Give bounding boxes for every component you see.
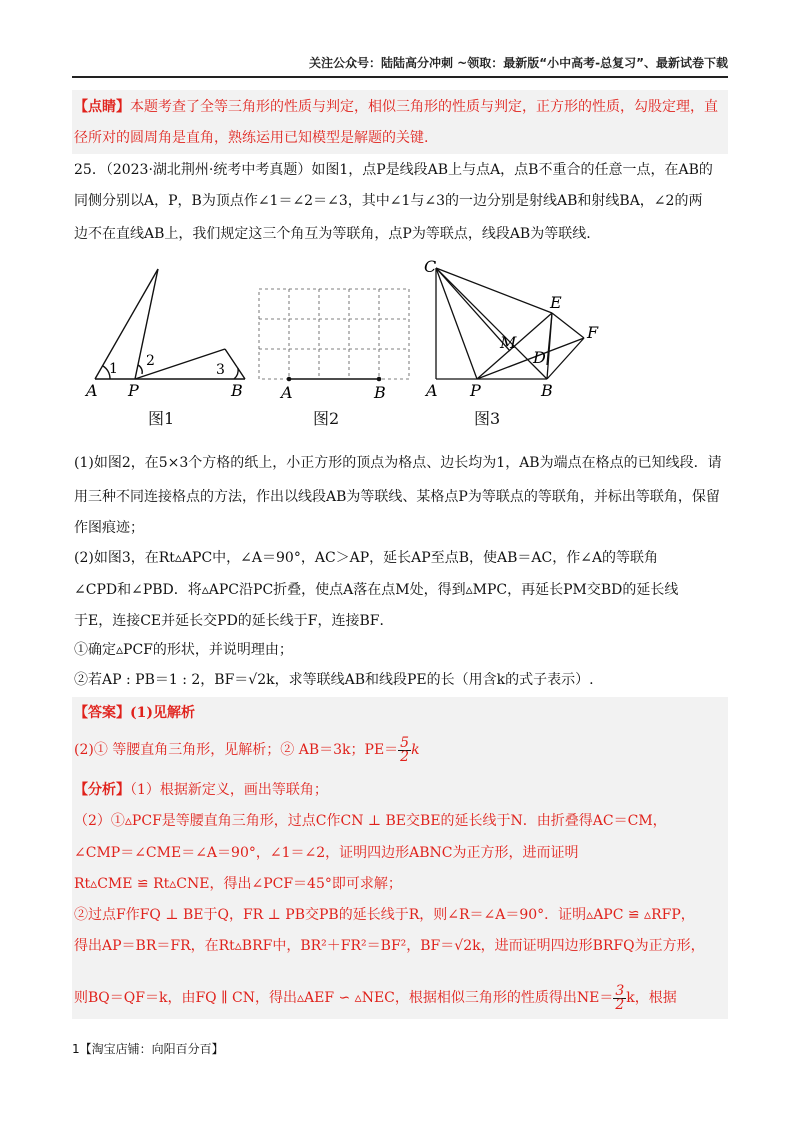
problem-line-3: 边不在直线AB上，我们规定这三个角互为等联角，点P为等联点，线段AB为等联线.: [74, 226, 591, 242]
answer-tag: 【答案】: [74, 705, 130, 721]
figure-1: [80, 262, 260, 402]
page-footer: 1【淘宝店铺：向阳百分百】: [72, 1042, 224, 1056]
fig1-label-3: 3: [216, 362, 225, 378]
analysis-fraction: $\frac{3}{2}$: [615, 982, 625, 1013]
question-2-sub-1: ①确定▵PCF的形状，并说明理由；: [74, 642, 293, 658]
figure-2: [256, 262, 426, 402]
fig3-label-D: D: [533, 348, 546, 367]
answer-line-1: 【答案】(1)见解析: [74, 705, 195, 721]
analysis-line-4: Rt▵CME ≌ Rt▵CNE，得出∠PCF＝45°即可求解；: [74, 876, 402, 892]
dianjing-line-1: 【点睛】本题考查了全等三角形的性质与判定，相似三角形的性质与判定，正方形的性质，勾股定理，直: [74, 99, 718, 115]
analysis-line-5: ②过点F作FQ ⊥ BE于Q，FR ⊥ PB交PB的延长线于R，则∠R＝∠A＝90°．证明▵APC ≌ ▵RFP，: [74, 907, 695, 923]
analysis-tag: 【分析】: [74, 782, 130, 798]
fig2-label-A: A: [281, 383, 293, 402]
answer-fraction: $\frac{5}{2}$: [400, 734, 410, 765]
fig3-label-A: A: [426, 381, 438, 398]
analysis-line-1: 【分析】（1）根据新定义，画出等联角；: [74, 782, 328, 798]
dianjing-line-2: 径所对的圆周角是直角，熟练运用已知模型是解题的关键.: [74, 130, 429, 146]
fig3-label-E: E: [550, 293, 562, 312]
fig1-label-P: P: [128, 381, 139, 400]
figures: [80, 258, 640, 432]
question-2-line-3: 于E，连接CE并延长交PD的延长线于F，连接BF．: [74, 613, 394, 629]
question-2-line-2: ∠CPD和∠PBD．将▵APC沿PC折叠，使点A落在点M处，得到▵MPC，再延长PM交BD的延长线: [74, 582, 679, 598]
question-2-line-1: (2)如图3，在Rt▵APC中，∠A＝90°，AC＞AP，延长AP至点B，使AB＝AC，作∠A的等联角: [74, 550, 659, 566]
header-text: 关注公众号：陆陆高分冲刺 ~领取：最新版“小中高考-总复习”、最新试卷下载: [309, 56, 728, 70]
fig1-label-B: B: [231, 381, 243, 400]
fig3-caption: 图3: [474, 409, 501, 428]
analysis-line-6: 得出AP＝BR＝FR，在Rt▵BRF中，BR²＋FR²＝BF²，BF＝√2k，进而证明四边形BRFQ为正方形，: [74, 938, 705, 954]
fig3-label-M: M: [500, 333, 517, 352]
fig3-label-F: F: [587, 323, 599, 342]
fig1-caption: 图1: [148, 409, 175, 428]
fig1-label-1: 1: [109, 361, 118, 377]
analysis-line-3: ∠CMP＝∠CME＝∠A＝90°，∠1＝∠2，证明四边形ABNC为正方形，进而证明: [74, 845, 579, 861]
question-1-line-1: (1)如图2，在5×3个方格的纸上，小正方形的顶点为格点、边长均为1，AB为端点在格点的已知线段．请: [74, 455, 722, 471]
problem-line-1: 25．（2023·湖北荆州·统考中考真题）如图1，点P是线段AB上与点A，点B不重合的任意一点，在AB的: [74, 162, 713, 178]
answer-line-2: (2)① 等腰直角三角形，见解析；② AB＝3k；PE＝ $\frac{5}{2}$ k: [74, 734, 420, 765]
fig3-label-C: C: [424, 258, 437, 276]
question-2-sub-2: ②若AP : PB＝1 : 2，BF＝√2k，求等联线AB和线段PE的长（用含k的式子表示）.: [74, 672, 594, 688]
fig2-label-B: B: [374, 383, 386, 402]
fig2-caption: 图2: [313, 409, 340, 428]
fig1-label-A: A: [86, 381, 98, 400]
analysis-line-2: （2）①▵PCF是等腰直角三角形，过点C作CN ⊥ BE交BE的延长线于N．由折叠得AC＝CM，: [74, 813, 667, 829]
figure-3: [420, 258, 610, 398]
fig1-label-2: 2: [146, 353, 155, 369]
analysis-line-7: 则BQ＝QF＝k，由FQ ∥ CN，得出▵AEF ∽ ▵NEC，根据相似三角形的性质得出NE＝ $\frac{3}{2}$ k，根据: [74, 982, 677, 1013]
dianjing-tag: 【点睛】: [74, 99, 130, 115]
fig3-label-B: B: [541, 381, 553, 398]
question-1-line-3: 作图痕迹；: [74, 520, 144, 536]
fig3-label-P: P: [470, 381, 481, 398]
problem-line-2: 同侧分别以A，P，B为顶点作∠1＝∠2＝∠3，其中∠1与∠3的一边分别是射线AB和射线BA，∠2的两: [74, 193, 703, 209]
question-1-line-2: 用三种不同连接格点的方法，作出以线段AB为等联线、某格点P为等联点的等联角，并标出等联角，保留: [74, 489, 720, 505]
page-header: [72, 54, 728, 78]
